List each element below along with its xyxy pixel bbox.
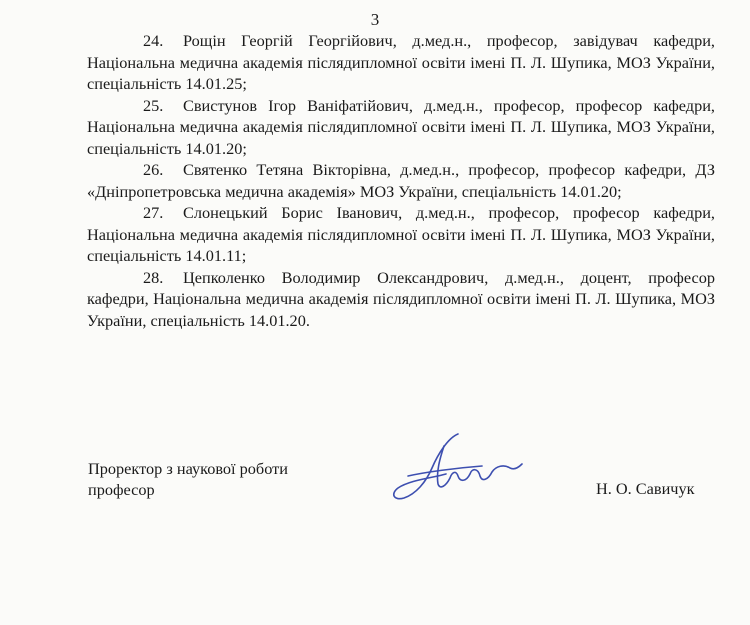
signer-title xyxy=(88,458,388,500)
entry-number: 24. xyxy=(143,31,164,50)
signer-name: Н. О. Савичук xyxy=(596,479,695,498)
list-item xyxy=(87,202,715,267)
entry-number: 27. xyxy=(143,203,164,222)
entry-text: Свистунов Ігор Ваніфатійович, д.мед.н., професор, професор кафедри, Національна медична академія післядипломної освіти імені П. Л. Шупика, МОЗ України, спеціальність 14.01.20; xyxy=(87,95,715,158)
signer-position: Проректор з наукової роботи xyxy=(88,459,288,478)
entry-number: 28. xyxy=(143,267,164,287)
list-item xyxy=(87,159,715,202)
list-item xyxy=(87,30,715,95)
member-list xyxy=(87,30,715,331)
signer-rank: професор xyxy=(88,480,155,499)
handwritten-signature xyxy=(386,428,526,508)
entry-text: Рощін Георгій Георгійович, д.мед.н., професор, завідувач кафедри, Національна медична академія післядипломної освіти імені П. Л. Шупика, МОЗ України, спеціальність 14.01.25; xyxy=(87,31,715,93)
list-item xyxy=(87,267,715,332)
entry-text: Святенко Тетяна Вікторівна, д.мед.н., професор, професор кафедри, ДЗ «Дніпропетровська медична академія» МОЗ України, спеціальність 14.01.20; xyxy=(87,160,715,201)
entry-number: 26. xyxy=(143,160,164,179)
signature-stroke xyxy=(394,434,458,499)
entry-text: Цепколенко Володимир Олександрович, д.мед.н., доцент, професор кафедри, Національна медична академія післядипломної освіти імені П. Л. Шупика, МОЗ України, спеціальність 14.01.20. xyxy=(87,267,715,330)
list-item xyxy=(87,95,715,160)
entry-text: Слонецький Борис Іванович, д.мед.н., професор, професор кафедри, Національна медична академія післядипломної освіти імені П. Л. Шупика, МОЗ України, спеціальність 14.01.11; xyxy=(87,203,715,265)
page-number: 3 xyxy=(370,10,380,29)
entry-number: 25. xyxy=(143,95,164,115)
